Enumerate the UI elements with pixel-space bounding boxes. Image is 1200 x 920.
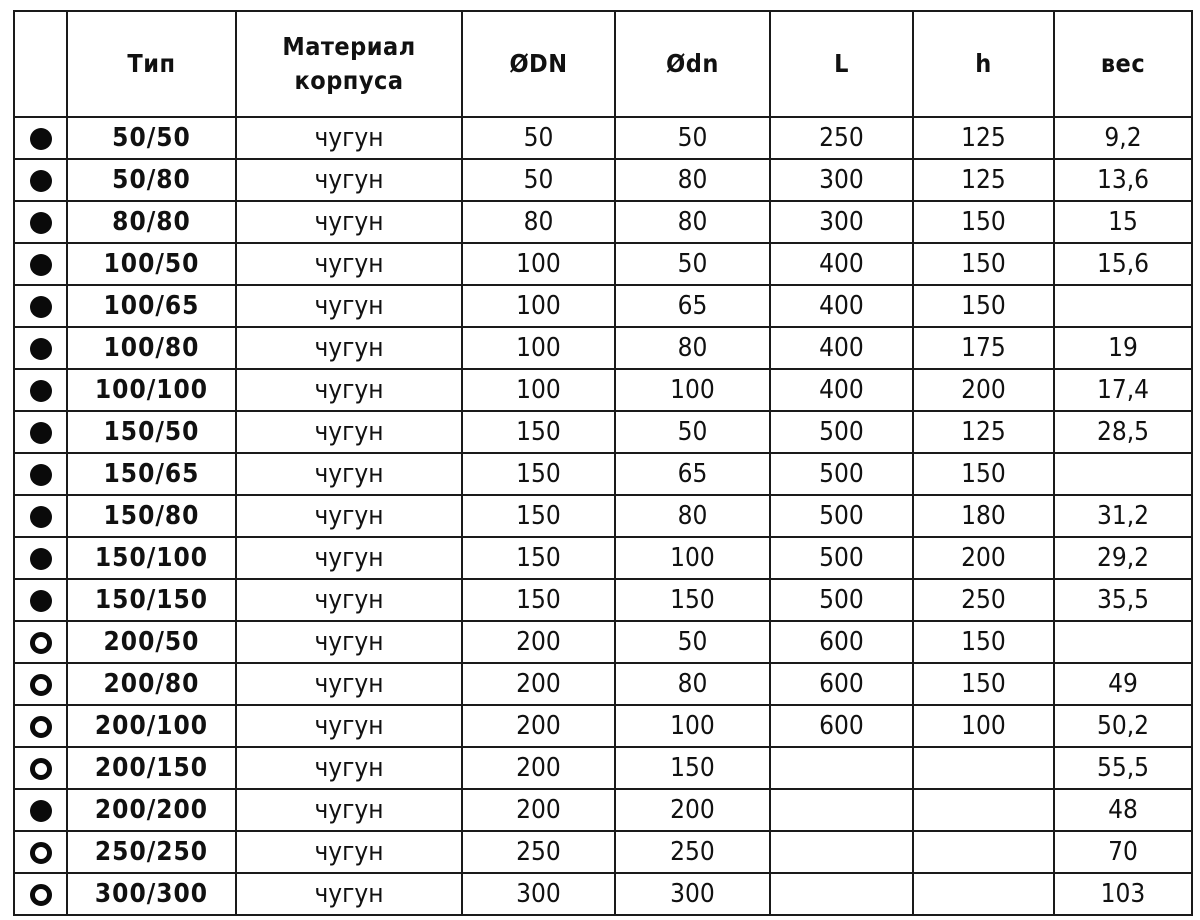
DN-cell: 100 — [462, 327, 615, 369]
type-cell: 200/80 — [67, 663, 236, 705]
h-cell: 125 — [913, 411, 1054, 453]
table-row — [14, 663, 1192, 705]
table-row — [14, 159, 1192, 201]
L-cell: 300 — [770, 159, 913, 201]
type-cell: 250/250 — [67, 831, 236, 873]
marker-cell — [14, 831, 67, 873]
dn-cell: 200 — [615, 789, 770, 831]
weight-cell: 35,5 — [1054, 579, 1192, 621]
h-cell: 100 — [913, 705, 1054, 747]
marker-cell — [14, 159, 67, 201]
filled-circle-icon — [30, 296, 52, 318]
marker-cell — [14, 411, 67, 453]
material-cell: чугун — [236, 495, 462, 537]
type-cell: 100/65 — [67, 285, 236, 327]
material-cell: чугун — [236, 159, 462, 201]
filled-circle-icon — [30, 254, 52, 276]
filled-circle-icon — [30, 590, 52, 612]
table-row — [14, 117, 1192, 159]
DN-cell: 200 — [462, 705, 615, 747]
DN-cell: 100 — [462, 369, 615, 411]
type-cell: 150/50 — [67, 411, 236, 453]
marker-cell — [14, 495, 67, 537]
dn-cell: 50 — [615, 621, 770, 663]
header-L: L — [770, 11, 913, 117]
weight-cell: 50,2 — [1054, 705, 1192, 747]
material-cell: чугун — [236, 789, 462, 831]
h-cell: 125 — [913, 117, 1054, 159]
header-marker — [14, 11, 67, 117]
marker-cell — [14, 621, 67, 663]
h-cell: 125 — [913, 159, 1054, 201]
weight-cell: 103 — [1054, 873, 1192, 915]
DN-cell: 50 — [462, 159, 615, 201]
dn-cell: 150 — [615, 579, 770, 621]
L-cell — [770, 747, 913, 789]
DN-cell: 150 — [462, 453, 615, 495]
dn-cell: 150 — [615, 747, 770, 789]
DN-cell: 150 — [462, 495, 615, 537]
material-cell: чугун — [236, 117, 462, 159]
DN-cell: 200 — [462, 789, 615, 831]
DN-cell: 200 — [462, 663, 615, 705]
table-row — [14, 453, 1192, 495]
L-cell: 500 — [770, 453, 913, 495]
L-cell: 600 — [770, 621, 913, 663]
filled-circle-icon — [30, 380, 52, 402]
h-cell: 175 — [913, 327, 1054, 369]
type-cell: 80/80 — [67, 201, 236, 243]
marker-cell — [14, 201, 67, 243]
type-cell: 200/150 — [67, 747, 236, 789]
h-cell: 200 — [913, 369, 1054, 411]
L-cell: 250 — [770, 117, 913, 159]
type-cell: 200/100 — [67, 705, 236, 747]
hollow-circle-icon — [30, 884, 52, 906]
material-cell: чугун — [236, 327, 462, 369]
dn-cell: 65 — [615, 453, 770, 495]
L-cell: 600 — [770, 705, 913, 747]
material-cell: чугун — [236, 537, 462, 579]
filled-circle-icon — [30, 422, 52, 444]
marker-cell — [14, 705, 67, 747]
filled-circle-icon — [30, 338, 52, 360]
table-row — [14, 495, 1192, 537]
dn-cell: 250 — [615, 831, 770, 873]
dn-cell: 65 — [615, 285, 770, 327]
L-cell: 500 — [770, 537, 913, 579]
header-weight: вес — [1054, 11, 1192, 117]
filled-circle-icon — [30, 548, 52, 570]
type-cell: 50/80 — [67, 159, 236, 201]
DN-cell: 150 — [462, 411, 615, 453]
dn-cell: 50 — [615, 117, 770, 159]
weight-cell — [1054, 453, 1192, 495]
L-cell: 500 — [770, 411, 913, 453]
header-dn: Ødn — [615, 11, 770, 117]
type-cell: 100/80 — [67, 327, 236, 369]
type-cell: 50/50 — [67, 117, 236, 159]
hollow-circle-icon — [30, 632, 52, 654]
weight-cell: 31,2 — [1054, 495, 1192, 537]
DN-cell: 80 — [462, 201, 615, 243]
table-row — [14, 243, 1192, 285]
hollow-circle-icon — [30, 758, 52, 780]
h-cell: 180 — [913, 495, 1054, 537]
material-cell: чугун — [236, 453, 462, 495]
L-cell: 600 — [770, 663, 913, 705]
table-row — [14, 327, 1192, 369]
dn-cell: 100 — [615, 705, 770, 747]
dn-cell: 100 — [615, 537, 770, 579]
weight-cell: 49 — [1054, 663, 1192, 705]
h-cell: 250 — [913, 579, 1054, 621]
L-cell — [770, 831, 913, 873]
table-row — [14, 873, 1192, 915]
L-cell: 400 — [770, 285, 913, 327]
weight-cell: 15,6 — [1054, 243, 1192, 285]
type-cell: 300/300 — [67, 873, 236, 915]
weight-cell: 28,5 — [1054, 411, 1192, 453]
L-cell: 400 — [770, 327, 913, 369]
h-cell — [913, 747, 1054, 789]
marker-cell — [14, 369, 67, 411]
marker-cell — [14, 663, 67, 705]
type-cell: 200/200 — [67, 789, 236, 831]
type-cell: 150/150 — [67, 579, 236, 621]
filled-circle-icon — [30, 170, 52, 192]
h-cell — [913, 831, 1054, 873]
table-row — [14, 285, 1192, 327]
material-cell: чугун — [236, 663, 462, 705]
table-row — [14, 369, 1192, 411]
DN-cell: 150 — [462, 537, 615, 579]
header-type: Тип — [67, 11, 236, 117]
table-row — [14, 789, 1192, 831]
weight-cell: 19 — [1054, 327, 1192, 369]
L-cell: 500 — [770, 495, 913, 537]
filled-circle-icon — [30, 506, 52, 528]
DN-cell: 300 — [462, 873, 615, 915]
marker-cell — [14, 243, 67, 285]
L-cell — [770, 789, 913, 831]
h-cell — [913, 873, 1054, 915]
type-cell: 150/80 — [67, 495, 236, 537]
h-cell — [913, 789, 1054, 831]
dn-cell: 100 — [615, 369, 770, 411]
table-body — [14, 117, 1192, 915]
table-row — [14, 831, 1192, 873]
material-cell: чугун — [236, 831, 462, 873]
marker-cell — [14, 789, 67, 831]
type-cell: 100/50 — [67, 243, 236, 285]
weight-cell: 48 — [1054, 789, 1192, 831]
header-h: h — [913, 11, 1054, 117]
header-row — [14, 11, 1192, 117]
dn-cell: 300 — [615, 873, 770, 915]
header-DN: ØDN — [462, 11, 615, 117]
DN-cell: 250 — [462, 831, 615, 873]
L-cell: 500 — [770, 579, 913, 621]
material-cell: чугун — [236, 579, 462, 621]
table-row — [14, 579, 1192, 621]
marker-cell — [14, 873, 67, 915]
material-cell: чугун — [236, 285, 462, 327]
weight-cell: 29,2 — [1054, 537, 1192, 579]
type-cell: 150/65 — [67, 453, 236, 495]
spec-table — [13, 10, 1193, 916]
h-cell: 150 — [913, 453, 1054, 495]
filled-circle-icon — [30, 128, 52, 150]
L-cell: 300 — [770, 201, 913, 243]
h-cell: 150 — [913, 663, 1054, 705]
weight-cell: 55,5 — [1054, 747, 1192, 789]
dn-cell: 80 — [615, 159, 770, 201]
L-cell — [770, 873, 913, 915]
weight-cell: 17,4 — [1054, 369, 1192, 411]
DN-cell: 150 — [462, 579, 615, 621]
header-material: Материал корпуса — [236, 11, 462, 117]
marker-cell — [14, 537, 67, 579]
table-row — [14, 705, 1192, 747]
material-cell: чугун — [236, 369, 462, 411]
dn-cell: 80 — [615, 201, 770, 243]
table-row — [14, 411, 1192, 453]
material-cell: чугун — [236, 747, 462, 789]
DN-cell: 200 — [462, 621, 615, 663]
table-row — [14, 537, 1192, 579]
filled-circle-icon — [30, 800, 52, 822]
weight-cell: 15 — [1054, 201, 1192, 243]
material-cell: чугун — [236, 201, 462, 243]
dn-cell: 50 — [615, 243, 770, 285]
DN-cell: 50 — [462, 117, 615, 159]
weight-cell — [1054, 621, 1192, 663]
filled-circle-icon — [30, 212, 52, 234]
filled-circle-icon — [30, 464, 52, 486]
h-cell: 150 — [913, 201, 1054, 243]
h-cell: 200 — [913, 537, 1054, 579]
dn-cell: 80 — [615, 327, 770, 369]
dn-cell: 80 — [615, 663, 770, 705]
weight-cell: 9,2 — [1054, 117, 1192, 159]
spec-table-container — [13, 10, 1193, 916]
h-cell: 150 — [913, 621, 1054, 663]
L-cell: 400 — [770, 243, 913, 285]
marker-cell — [14, 285, 67, 327]
table-row — [14, 201, 1192, 243]
table-row — [14, 621, 1192, 663]
marker-cell — [14, 579, 67, 621]
marker-cell — [14, 453, 67, 495]
DN-cell: 200 — [462, 747, 615, 789]
DN-cell: 100 — [462, 285, 615, 327]
material-cell: чугун — [236, 873, 462, 915]
marker-cell — [14, 327, 67, 369]
h-cell: 150 — [913, 285, 1054, 327]
marker-cell — [14, 747, 67, 789]
material-cell: чугун — [236, 243, 462, 285]
h-cell: 150 — [913, 243, 1054, 285]
material-cell: чугун — [236, 621, 462, 663]
DN-cell: 100 — [462, 243, 615, 285]
dn-cell: 80 — [615, 495, 770, 537]
weight-cell: 70 — [1054, 831, 1192, 873]
hollow-circle-icon — [30, 842, 52, 864]
weight-cell: 13,6 — [1054, 159, 1192, 201]
material-cell: чугун — [236, 705, 462, 747]
type-cell: 100/100 — [67, 369, 236, 411]
L-cell: 400 — [770, 369, 913, 411]
material-cell: чугун — [236, 411, 462, 453]
hollow-circle-icon — [30, 716, 52, 738]
table-row — [14, 747, 1192, 789]
type-cell: 200/50 — [67, 621, 236, 663]
dn-cell: 50 — [615, 411, 770, 453]
type-cell: 150/100 — [67, 537, 236, 579]
marker-cell — [14, 117, 67, 159]
weight-cell — [1054, 285, 1192, 327]
hollow-circle-icon — [30, 674, 52, 696]
